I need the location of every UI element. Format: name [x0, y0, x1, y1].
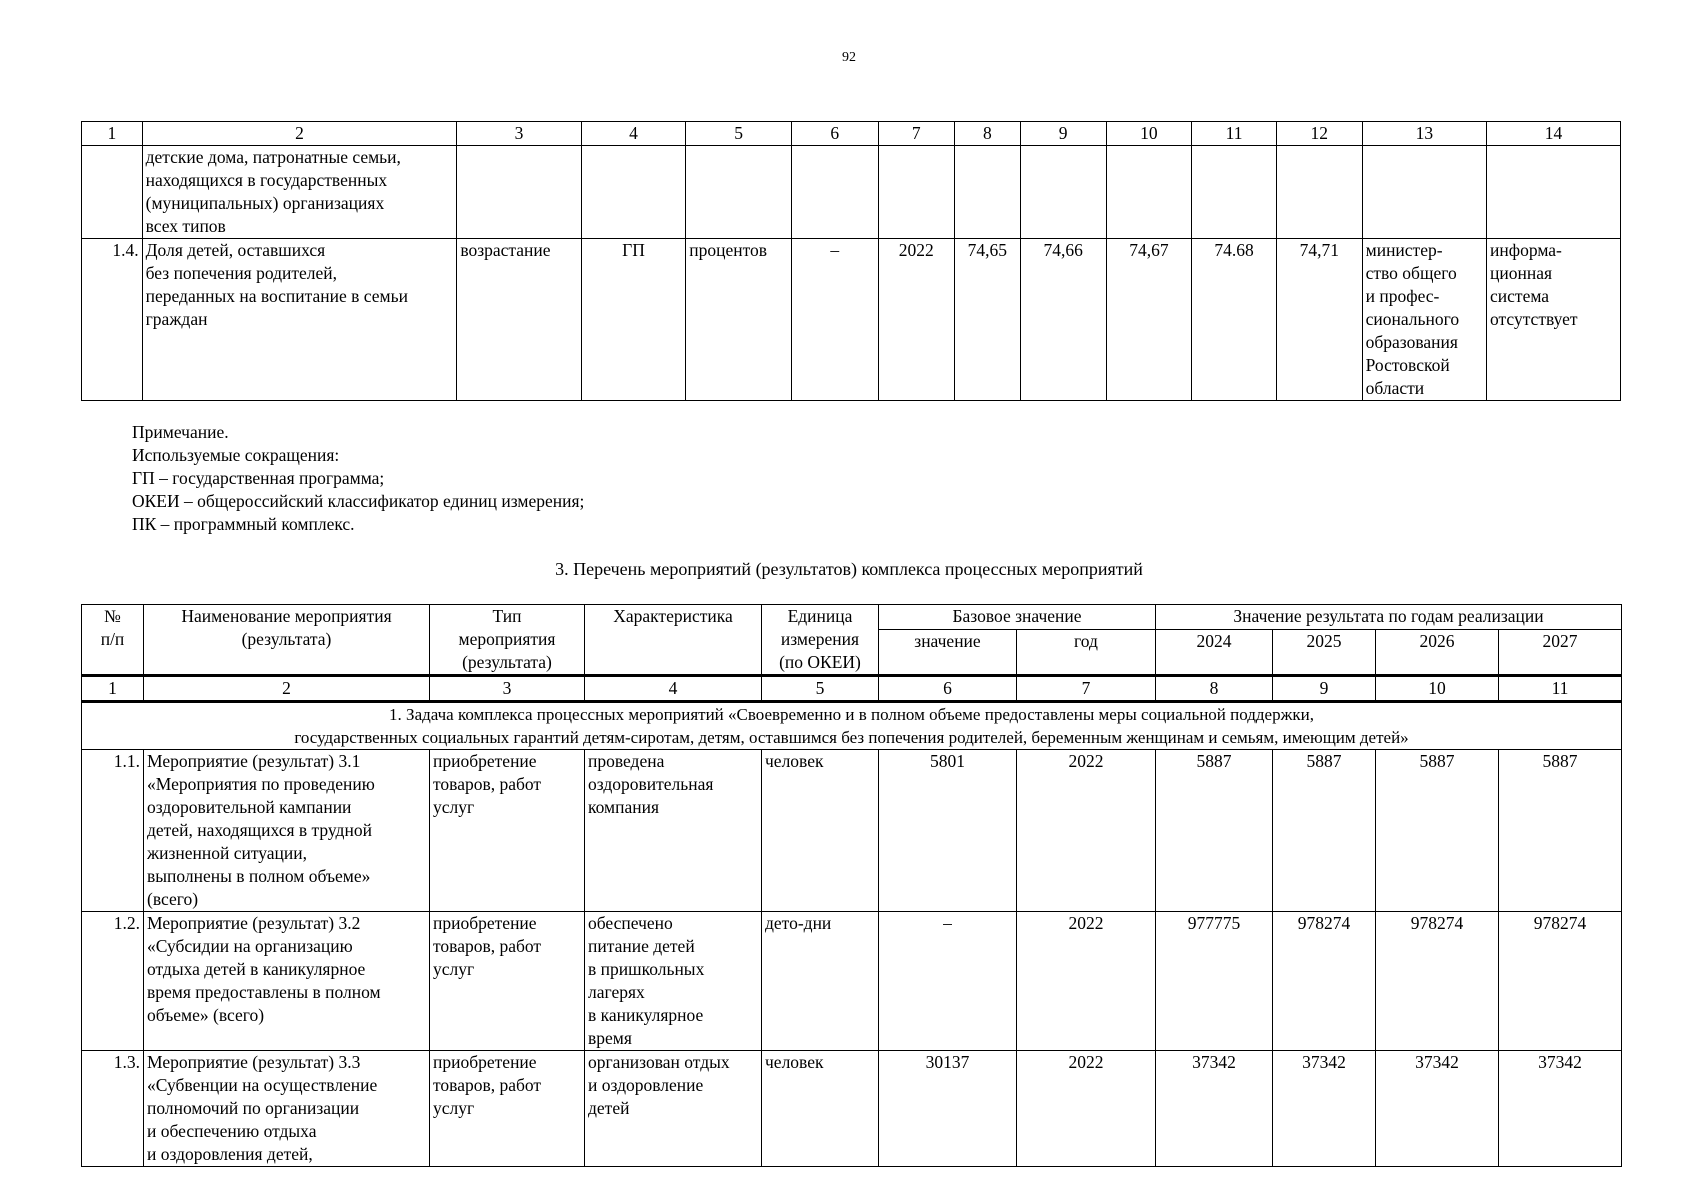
- col-num: 4: [581, 122, 686, 146]
- col-num: 7: [1017, 676, 1156, 702]
- measures-table: [81, 604, 1622, 1167]
- col-num: 1: [82, 676, 144, 702]
- row-number: 1.1.: [82, 750, 144, 912]
- year-value: 977775: [1156, 912, 1273, 1051]
- base-value: –: [879, 912, 1017, 1051]
- header-characteristic: Характеристика: [585, 605, 762, 676]
- measure-characteristic: обеспечено питание детей в пришкольных лагерях в каникулярное время: [585, 912, 762, 1051]
- base-year: 2022: [1017, 750, 1156, 912]
- header-year: 2027: [1499, 630, 1622, 676]
- note-line: Используемые сокращения:: [132, 445, 340, 465]
- measure-name: Мероприятие (результат) 3.1 «Мероприятия по проведению оздоровительной кампании детей, находящихся в трудной жизненной ситуации, выполнены в полном объеме» (всего): [144, 750, 430, 912]
- year-value: 37342: [1376, 1051, 1499, 1167]
- header-base-value: Базовое значение: [879, 605, 1156, 630]
- row-number: 1.4.: [82, 239, 143, 401]
- measure-unit: человек: [762, 750, 879, 912]
- col-num: 11: [1499, 676, 1622, 702]
- header-type: Тип мероприятия (результата): [430, 605, 585, 676]
- measure-name: Мероприятие (результат) 3.2 «Субсидии на организацию отдыха детей в каникулярное время предоставлены в полном объеме» (всего): [144, 912, 430, 1051]
- notes: [132, 421, 584, 536]
- value-10: 74,67: [1106, 239, 1192, 401]
- col-num: 12: [1276, 122, 1362, 146]
- measure-name: Мероприятие (результат) 3.3 «Субвенции на осуществление полномочий по организации и обеспечению отдыха и оздоровления детей,: [144, 1051, 430, 1167]
- col-num: 14: [1487, 122, 1621, 146]
- col-num: 8: [954, 122, 1020, 146]
- measure-type: приобретение товаров, работ услуг: [430, 750, 585, 912]
- note-line: Примечание.: [132, 422, 229, 442]
- year-value: 37342: [1273, 1051, 1376, 1167]
- table-row: [82, 750, 1622, 912]
- section-title: 3. Перечень мероприятий (результатов) комплекса процессных мероприятий: [555, 559, 1143, 579]
- measure-characteristic: организован отдых и оздоровление детей: [585, 1051, 762, 1167]
- page-number: 92: [842, 50, 856, 65]
- year-value: 37342: [1156, 1051, 1273, 1167]
- value-11: 74.68: [1192, 239, 1277, 401]
- info-system: информа- ционная система отсутствует: [1487, 239, 1621, 401]
- col-num: 2: [144, 676, 430, 702]
- col-num: 1: [82, 122, 143, 146]
- col-num: 3: [457, 122, 581, 146]
- col-num: 9: [1020, 122, 1106, 146]
- task-row: [82, 702, 1622, 750]
- continuation-row: [82, 146, 1621, 239]
- measure-characteristic: проведена оздоровительная компания: [585, 750, 762, 912]
- header-name: Наименование мероприятия (результата): [144, 605, 430, 676]
- year-value: 978274: [1499, 912, 1622, 1051]
- column-number-row: [82, 676, 1622, 702]
- year-value: 5887: [1273, 750, 1376, 912]
- header-year: 2024: [1156, 630, 1273, 676]
- measure-type: приобретение товаров, работ услуг: [430, 912, 585, 1051]
- col-num: 5: [762, 676, 879, 702]
- value-12: 74,71: [1276, 239, 1362, 401]
- note-line: ГП – государственная программа;: [132, 468, 385, 488]
- year-value: 978274: [1376, 912, 1499, 1051]
- header-base-year: год: [1017, 630, 1156, 676]
- col6-value: –: [791, 239, 878, 401]
- col-num: 10: [1376, 676, 1499, 702]
- col-num: 8: [1156, 676, 1273, 702]
- year-value: 978274: [1273, 912, 1376, 1051]
- table-row: [82, 1051, 1622, 1167]
- task-title: 1. Задача комплекса процессных мероприятий «Своевременно и в полном объеме предоставлены меры социальной поддержки, государственных социальных гарантий детям-сиротам, детям, оставшимся без попечения родителей, беременным женщинам и семьям, имеющим детей»: [82, 702, 1622, 750]
- header-unit: Единица измерения (по ОКЕИ): [762, 605, 879, 676]
- base-year: 2022: [878, 239, 954, 401]
- column-number-row: [82, 122, 1621, 146]
- measure-unit: человек: [762, 1051, 879, 1167]
- col-num: 4: [585, 676, 762, 702]
- header-row: [82, 605, 1622, 630]
- col-num: 6: [879, 676, 1017, 702]
- header-year: 2026: [1376, 630, 1499, 676]
- value-8: 74,65: [954, 239, 1020, 401]
- base-year: 2022: [1017, 1051, 1156, 1167]
- indicators-table: [81, 121, 1621, 401]
- note-line: ОКЕИ – общероссийский классификатор единиц измерения;: [132, 491, 585, 511]
- responsible: министер- ство общего и профес- сионального образования Ростовской области: [1362, 239, 1486, 401]
- base-value: 5801: [879, 750, 1017, 912]
- year-value: 5887: [1499, 750, 1622, 912]
- note-line: ПК – программный комплекс.: [132, 514, 355, 534]
- base-year: 2022: [1017, 912, 1156, 1051]
- year-value: 5887: [1156, 750, 1273, 912]
- header-year: 2025: [1273, 630, 1376, 676]
- indicator-name: Доля детей, оставшихся без попечения родителей, переданных на воспитание в семьи граждан: [142, 239, 457, 401]
- measure-unit: дето-дни: [762, 912, 879, 1051]
- value-9: 74,66: [1020, 239, 1106, 401]
- base-value: 30137: [879, 1051, 1017, 1167]
- continued-name: детские дома, патронатные семьи, находящихся в государственных (муниципальных) организациях всех типов: [142, 146, 457, 239]
- table-row: [82, 239, 1621, 401]
- measure-type: приобретение товаров, работ услуг: [430, 1051, 585, 1167]
- row-number: 1.2.: [82, 912, 144, 1051]
- table-row: [82, 912, 1622, 1051]
- col-num: 9: [1273, 676, 1376, 702]
- col-num: 11: [1192, 122, 1277, 146]
- col-num: 5: [686, 122, 792, 146]
- col-num: 10: [1106, 122, 1192, 146]
- header-base-value-sub: значение: [879, 630, 1017, 676]
- direction: возрастание: [457, 239, 581, 401]
- header-num: № п/п: [82, 605, 144, 676]
- col-num: 7: [878, 122, 954, 146]
- level: ГП: [581, 239, 686, 401]
- year-value: 5887: [1376, 750, 1499, 912]
- row-number: 1.3.: [82, 1051, 144, 1167]
- unit: процентов: [686, 239, 792, 401]
- col-num: 13: [1362, 122, 1486, 146]
- col-num: 6: [791, 122, 878, 146]
- year-value: 37342: [1499, 1051, 1622, 1167]
- col-num: 3: [430, 676, 585, 702]
- col-num: 2: [142, 122, 457, 146]
- header-result-years: Значение результата по годам реализации: [1156, 605, 1622, 630]
